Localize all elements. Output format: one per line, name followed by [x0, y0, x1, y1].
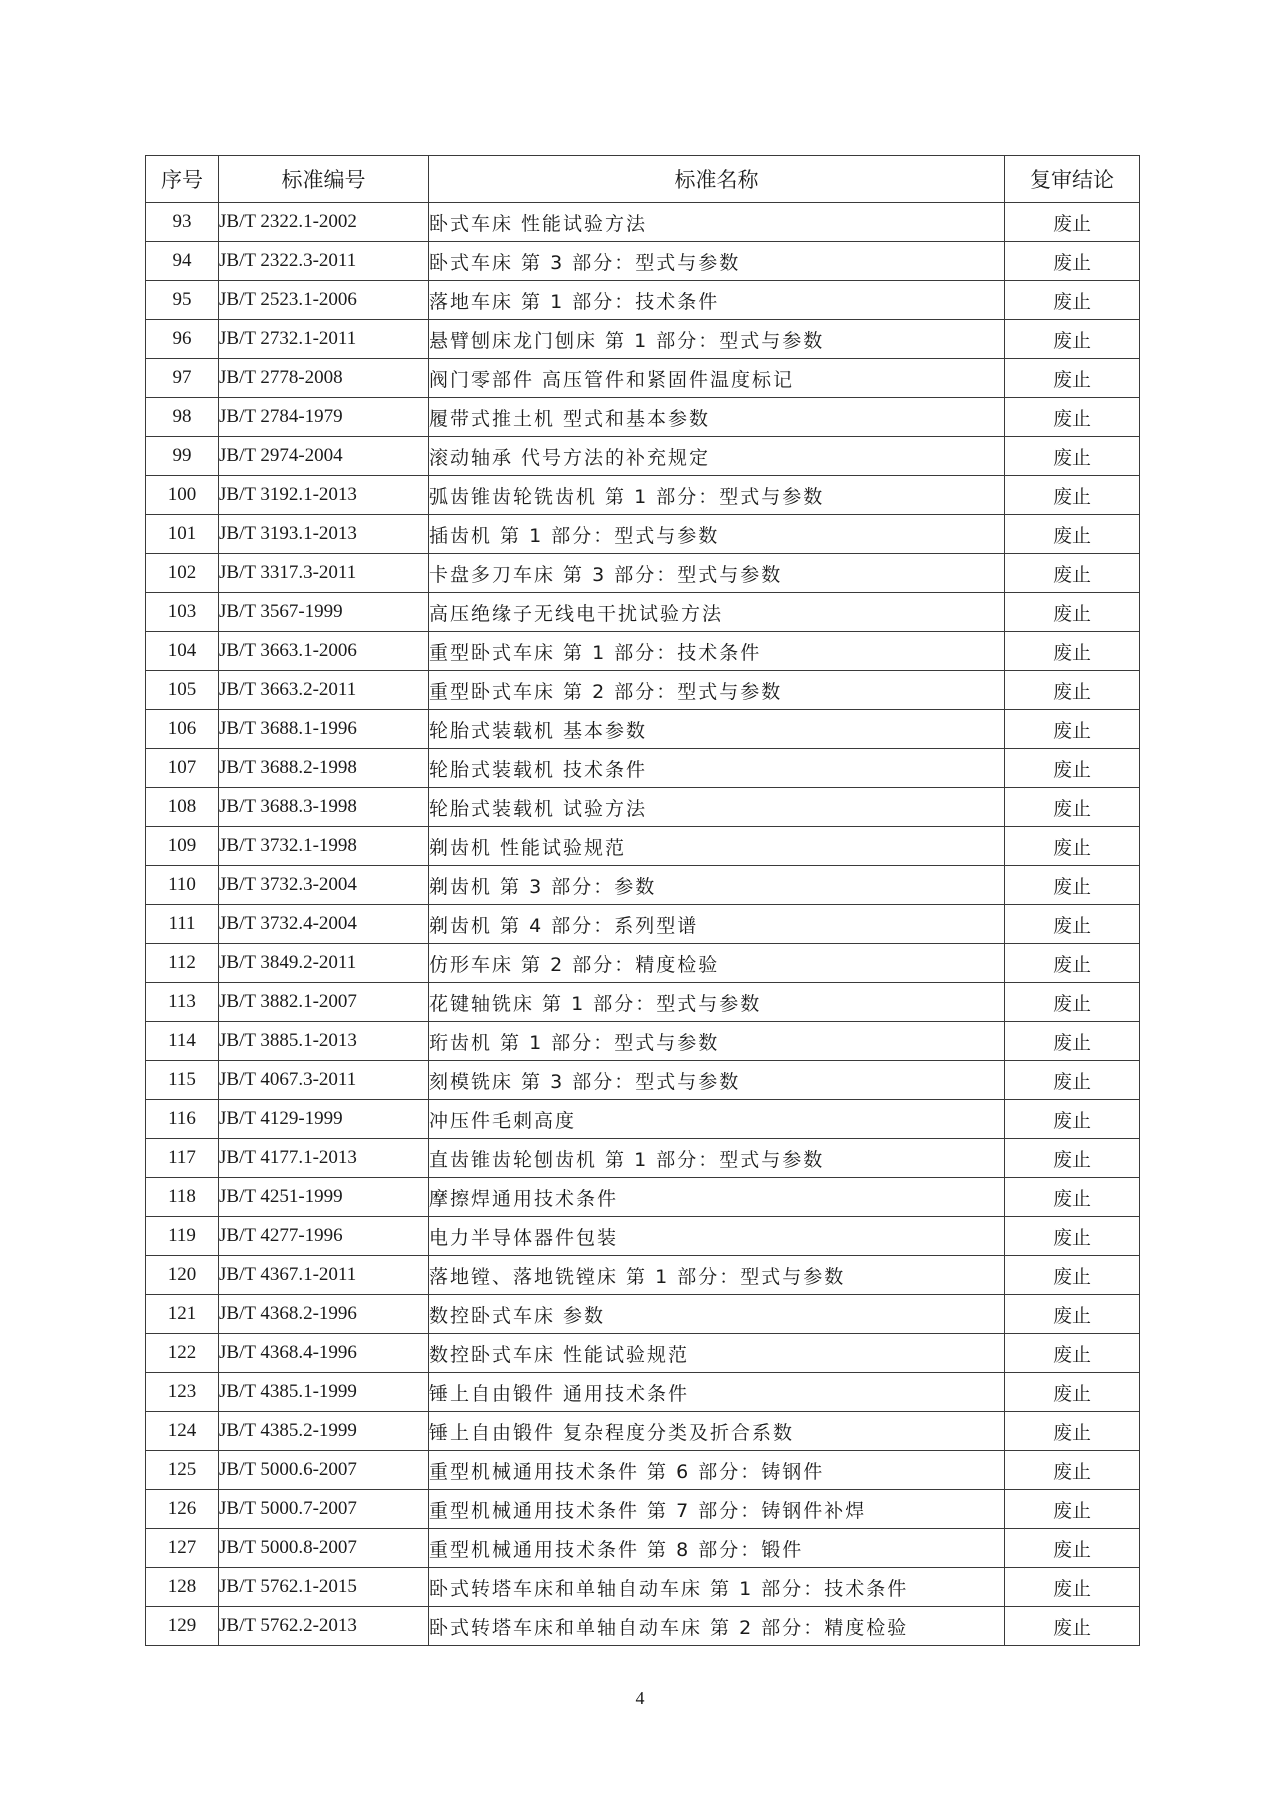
header-name: 标准名称	[429, 156, 1005, 203]
cell-standard-number: JB/T 3688.3-1998	[219, 788, 429, 827]
cell-standard-name: 剃齿机 第 4 部分：系列型谱	[429, 905, 1005, 944]
cell-seq: 125	[146, 1451, 219, 1490]
cell-seq: 129	[146, 1607, 219, 1646]
cell-seq: 128	[146, 1568, 219, 1607]
cell-standard-number: JB/T 3663.1-2006	[219, 632, 429, 671]
table-row	[146, 593, 1140, 632]
cell-standard-name: 剃齿机 性能试验规范	[429, 827, 1005, 866]
cell-standard-name: 插齿机 第 1 部分：型式与参数	[429, 515, 1005, 554]
cell-seq: 116	[146, 1100, 219, 1139]
table-row	[146, 944, 1140, 983]
cell-standard-number: JB/T 3732.4-2004	[219, 905, 429, 944]
cell-review-result: 废止	[1005, 1529, 1140, 1568]
cell-standard-number: JB/T 3882.1-2007	[219, 983, 429, 1022]
cell-standard-number: JB/T 2784-1979	[219, 398, 429, 437]
cell-standard-name: 电力半导体器件包装	[429, 1217, 1005, 1256]
table-row	[146, 1217, 1140, 1256]
table-row	[146, 1334, 1140, 1373]
cell-review-result: 废止	[1005, 1178, 1140, 1217]
cell-standard-name: 数控卧式车床 性能试验规范	[429, 1334, 1005, 1373]
cell-standard-number: JB/T 5000.8-2007	[219, 1529, 429, 1568]
cell-review-result: 废止	[1005, 788, 1140, 827]
table-row	[146, 1490, 1140, 1529]
cell-review-result: 废止	[1005, 320, 1140, 359]
cell-standard-name: 卧式车床 性能试验方法	[429, 203, 1005, 242]
standards-table	[145, 155, 1140, 1646]
cell-standard-number: JB/T 3567-1999	[219, 593, 429, 632]
cell-standard-name: 仿形车床 第 2 部分：精度检验	[429, 944, 1005, 983]
table-header-row	[146, 156, 1140, 203]
cell-review-result: 废止	[1005, 710, 1140, 749]
cell-standard-number: JB/T 5762.2-2013	[219, 1607, 429, 1646]
cell-seq: 104	[146, 632, 219, 671]
cell-standard-name: 悬臂刨床龙门刨床 第 1 部分：型式与参数	[429, 320, 1005, 359]
cell-seq: 97	[146, 359, 219, 398]
cell-seq: 99	[146, 437, 219, 476]
cell-review-result: 废止	[1005, 242, 1140, 281]
table-row	[146, 203, 1140, 242]
cell-seq: 121	[146, 1295, 219, 1334]
cell-seq: 100	[146, 476, 219, 515]
cell-review-result: 废止	[1005, 671, 1140, 710]
cell-standard-number: JB/T 4177.1-2013	[219, 1139, 429, 1178]
cell-seq: 95	[146, 281, 219, 320]
cell-review-result: 废止	[1005, 476, 1140, 515]
cell-standard-name: 卡盘多刀车床 第 3 部分：型式与参数	[429, 554, 1005, 593]
cell-seq: 117	[146, 1139, 219, 1178]
cell-standard-number: JB/T 4385.2-1999	[219, 1412, 429, 1451]
cell-review-result: 废止	[1005, 1217, 1140, 1256]
cell-seq: 103	[146, 593, 219, 632]
cell-standard-name: 冲压件毛刺高度	[429, 1100, 1005, 1139]
cell-seq: 111	[146, 905, 219, 944]
cell-seq: 106	[146, 710, 219, 749]
table-row	[146, 866, 1140, 905]
cell-seq: 101	[146, 515, 219, 554]
cell-standard-name: 剃齿机 第 3 部分：参数	[429, 866, 1005, 905]
cell-seq: 126	[146, 1490, 219, 1529]
cell-standard-name: 刻模铣床 第 3 部分：型式与参数	[429, 1061, 1005, 1100]
cell-review-result: 废止	[1005, 1412, 1140, 1451]
table-row	[146, 905, 1140, 944]
table-row	[146, 632, 1140, 671]
table-row	[146, 398, 1140, 437]
header-result: 复审结论	[1005, 156, 1140, 203]
table-row	[146, 1256, 1140, 1295]
cell-seq: 115	[146, 1061, 219, 1100]
cell-standard-number: JB/T 2974-2004	[219, 437, 429, 476]
cell-standard-name: 重型机械通用技术条件 第 7 部分：铸钢件补焊	[429, 1490, 1005, 1529]
cell-standard-number: JB/T 4067.3-2011	[219, 1061, 429, 1100]
cell-review-result: 废止	[1005, 1061, 1140, 1100]
cell-seq: 96	[146, 320, 219, 359]
cell-standard-number: JB/T 3193.1-2013	[219, 515, 429, 554]
cell-review-result: 废止	[1005, 593, 1140, 632]
cell-seq: 98	[146, 398, 219, 437]
cell-review-result: 废止	[1005, 554, 1140, 593]
cell-review-result: 废止	[1005, 983, 1140, 1022]
cell-seq: 118	[146, 1178, 219, 1217]
cell-seq: 123	[146, 1373, 219, 1412]
cell-review-result: 废止	[1005, 515, 1140, 554]
cell-standard-number: JB/T 3732.1-1998	[219, 827, 429, 866]
table-row	[146, 749, 1140, 788]
table-row	[146, 827, 1140, 866]
cell-standard-number: JB/T 2732.1-2011	[219, 320, 429, 359]
cell-review-result: 废止	[1005, 944, 1140, 983]
cell-seq: 102	[146, 554, 219, 593]
table-row	[146, 359, 1140, 398]
cell-standard-number: JB/T 4277-1996	[219, 1217, 429, 1256]
table-body	[146, 203, 1140, 1646]
cell-review-result: 废止	[1005, 866, 1140, 905]
cell-seq: 119	[146, 1217, 219, 1256]
table-row	[146, 1451, 1140, 1490]
cell-standard-name: 履带式推土机 型式和基本参数	[429, 398, 1005, 437]
cell-seq: 94	[146, 242, 219, 281]
cell-standard-number: JB/T 2778-2008	[219, 359, 429, 398]
cell-review-result: 废止	[1005, 1490, 1140, 1529]
cell-seq: 108	[146, 788, 219, 827]
table-row	[146, 437, 1140, 476]
cell-standard-name: 花键轴铣床 第 1 部分：型式与参数	[429, 983, 1005, 1022]
table-row	[146, 476, 1140, 515]
table-row	[146, 515, 1140, 554]
cell-review-result: 废止	[1005, 398, 1140, 437]
cell-standard-name: 轮胎式装载机 试验方法	[429, 788, 1005, 827]
cell-seq: 110	[146, 866, 219, 905]
cell-seq: 113	[146, 983, 219, 1022]
cell-review-result: 废止	[1005, 203, 1140, 242]
cell-standard-name: 落地镗、落地铣镗床 第 1 部分：型式与参数	[429, 1256, 1005, 1295]
table-row	[146, 788, 1140, 827]
table-row	[146, 1373, 1140, 1412]
cell-seq: 112	[146, 944, 219, 983]
cell-standard-name: 落地车床 第 1 部分：技术条件	[429, 281, 1005, 320]
cell-standard-name: 卧式转塔车床和单轴自动车床 第 2 部分：精度检验	[429, 1607, 1005, 1646]
cell-standard-number: JB/T 3885.1-2013	[219, 1022, 429, 1061]
table-row	[146, 1061, 1140, 1100]
cell-review-result: 废止	[1005, 632, 1140, 671]
cell-review-result: 废止	[1005, 1451, 1140, 1490]
cell-standard-number: JB/T 4251-1999	[219, 1178, 429, 1217]
cell-review-result: 废止	[1005, 437, 1140, 476]
cell-seq: 93	[146, 203, 219, 242]
cell-seq: 109	[146, 827, 219, 866]
header-number: 标准编号	[219, 156, 429, 203]
cell-standard-name: 滚动轴承 代号方法的补充规定	[429, 437, 1005, 476]
cell-standard-name: 珩齿机 第 1 部分：型式与参数	[429, 1022, 1005, 1061]
cell-seq: 107	[146, 749, 219, 788]
cell-seq: 114	[146, 1022, 219, 1061]
cell-standard-name: 摩擦焊通用技术条件	[429, 1178, 1005, 1217]
cell-review-result: 废止	[1005, 1256, 1140, 1295]
page-number: 4	[635, 1688, 645, 1708]
cell-standard-name: 直齿锥齿轮刨齿机 第 1 部分：型式与参数	[429, 1139, 1005, 1178]
cell-standard-name: 数控卧式车床 参数	[429, 1295, 1005, 1334]
cell-review-result: 废止	[1005, 1334, 1140, 1373]
table-row	[146, 1022, 1140, 1061]
table-row	[146, 710, 1140, 749]
table-row	[146, 983, 1140, 1022]
table-row	[146, 554, 1140, 593]
table-row	[146, 1529, 1140, 1568]
table-row	[146, 671, 1140, 710]
cell-standard-number: JB/T 3688.2-1998	[219, 749, 429, 788]
cell-standard-name: 轮胎式装载机 基本参数	[429, 710, 1005, 749]
cell-seq: 120	[146, 1256, 219, 1295]
cell-standard-number: JB/T 5762.1-2015	[219, 1568, 429, 1607]
cell-standard-name: 锤上自由锻件 通用技术条件	[429, 1373, 1005, 1412]
cell-standard-name: 高压绝缘子无线电干扰试验方法	[429, 593, 1005, 632]
cell-standard-name: 阀门零部件 高压管件和紧固件温度标记	[429, 359, 1005, 398]
table-row	[146, 1139, 1140, 1178]
cell-standard-name: 重型机械通用技术条件 第 6 部分：铸钢件	[429, 1451, 1005, 1490]
cell-seq: 122	[146, 1334, 219, 1373]
cell-standard-name: 重型机械通用技术条件 第 8 部分：锻件	[429, 1529, 1005, 1568]
header-seq: 序号	[146, 156, 219, 203]
cell-standard-number: JB/T 4368.2-1996	[219, 1295, 429, 1334]
cell-standard-number: JB/T 2523.1-2006	[219, 281, 429, 320]
table-row	[146, 1607, 1140, 1646]
cell-standard-number: JB/T 4385.1-1999	[219, 1373, 429, 1412]
table-row	[146, 1178, 1140, 1217]
cell-review-result: 废止	[1005, 281, 1140, 320]
table-row	[146, 281, 1140, 320]
table-header	[146, 156, 1140, 203]
table-row	[146, 320, 1140, 359]
cell-standard-name: 卧式车床 第 3 部分：型式与参数	[429, 242, 1005, 281]
cell-seq: 105	[146, 671, 219, 710]
table-row	[146, 242, 1140, 281]
cell-review-result: 废止	[1005, 1295, 1140, 1334]
cell-standard-name: 轮胎式装载机 技术条件	[429, 749, 1005, 788]
cell-standard-number: JB/T 5000.6-2007	[219, 1451, 429, 1490]
cell-review-result: 废止	[1005, 1100, 1140, 1139]
cell-standard-number: JB/T 3192.1-2013	[219, 476, 429, 515]
cell-standard-number: JB/T 4368.4-1996	[219, 1334, 429, 1373]
cell-standard-number: JB/T 2322.1-2002	[219, 203, 429, 242]
table-row	[146, 1295, 1140, 1334]
table-row	[146, 1568, 1140, 1607]
cell-standard-name: 重型卧式车床 第 2 部分：型式与参数	[429, 671, 1005, 710]
cell-standard-number: JB/T 5000.7-2007	[219, 1490, 429, 1529]
cell-review-result: 废止	[1005, 1373, 1140, 1412]
cell-review-result: 废止	[1005, 1568, 1140, 1607]
cell-review-result: 废止	[1005, 827, 1140, 866]
cell-standard-number: JB/T 3849.2-2011	[219, 944, 429, 983]
cell-review-result: 废止	[1005, 1607, 1140, 1646]
cell-seq: 127	[146, 1529, 219, 1568]
cell-standard-name: 弧齿锥齿轮铣齿机 第 1 部分：型式与参数	[429, 476, 1005, 515]
cell-seq: 124	[146, 1412, 219, 1451]
table-row	[146, 1100, 1140, 1139]
cell-standard-name: 锤上自由锻件 复杂程度分类及折合系数	[429, 1412, 1005, 1451]
cell-standard-name: 卧式转塔车床和单轴自动车床 第 1 部分：技术条件	[429, 1568, 1005, 1607]
cell-review-result: 废止	[1005, 1139, 1140, 1178]
cell-standard-number: JB/T 4367.1-2011	[219, 1256, 429, 1295]
cell-standard-name: 重型卧式车床 第 1 部分：技术条件	[429, 632, 1005, 671]
table-row	[146, 1412, 1140, 1451]
cell-review-result: 废止	[1005, 1022, 1140, 1061]
cell-review-result: 废止	[1005, 359, 1140, 398]
cell-standard-number: JB/T 3317.3-2011	[219, 554, 429, 593]
cell-standard-number: JB/T 3688.1-1996	[219, 710, 429, 749]
cell-standard-number: JB/T 4129-1999	[219, 1100, 429, 1139]
cell-review-result: 废止	[1005, 905, 1140, 944]
cell-standard-number: JB/T 3663.2-2011	[219, 671, 429, 710]
cell-standard-number: JB/T 2322.3-2011	[219, 242, 429, 281]
cell-standard-number: JB/T 3732.3-2004	[219, 866, 429, 905]
cell-review-result: 废止	[1005, 749, 1140, 788]
